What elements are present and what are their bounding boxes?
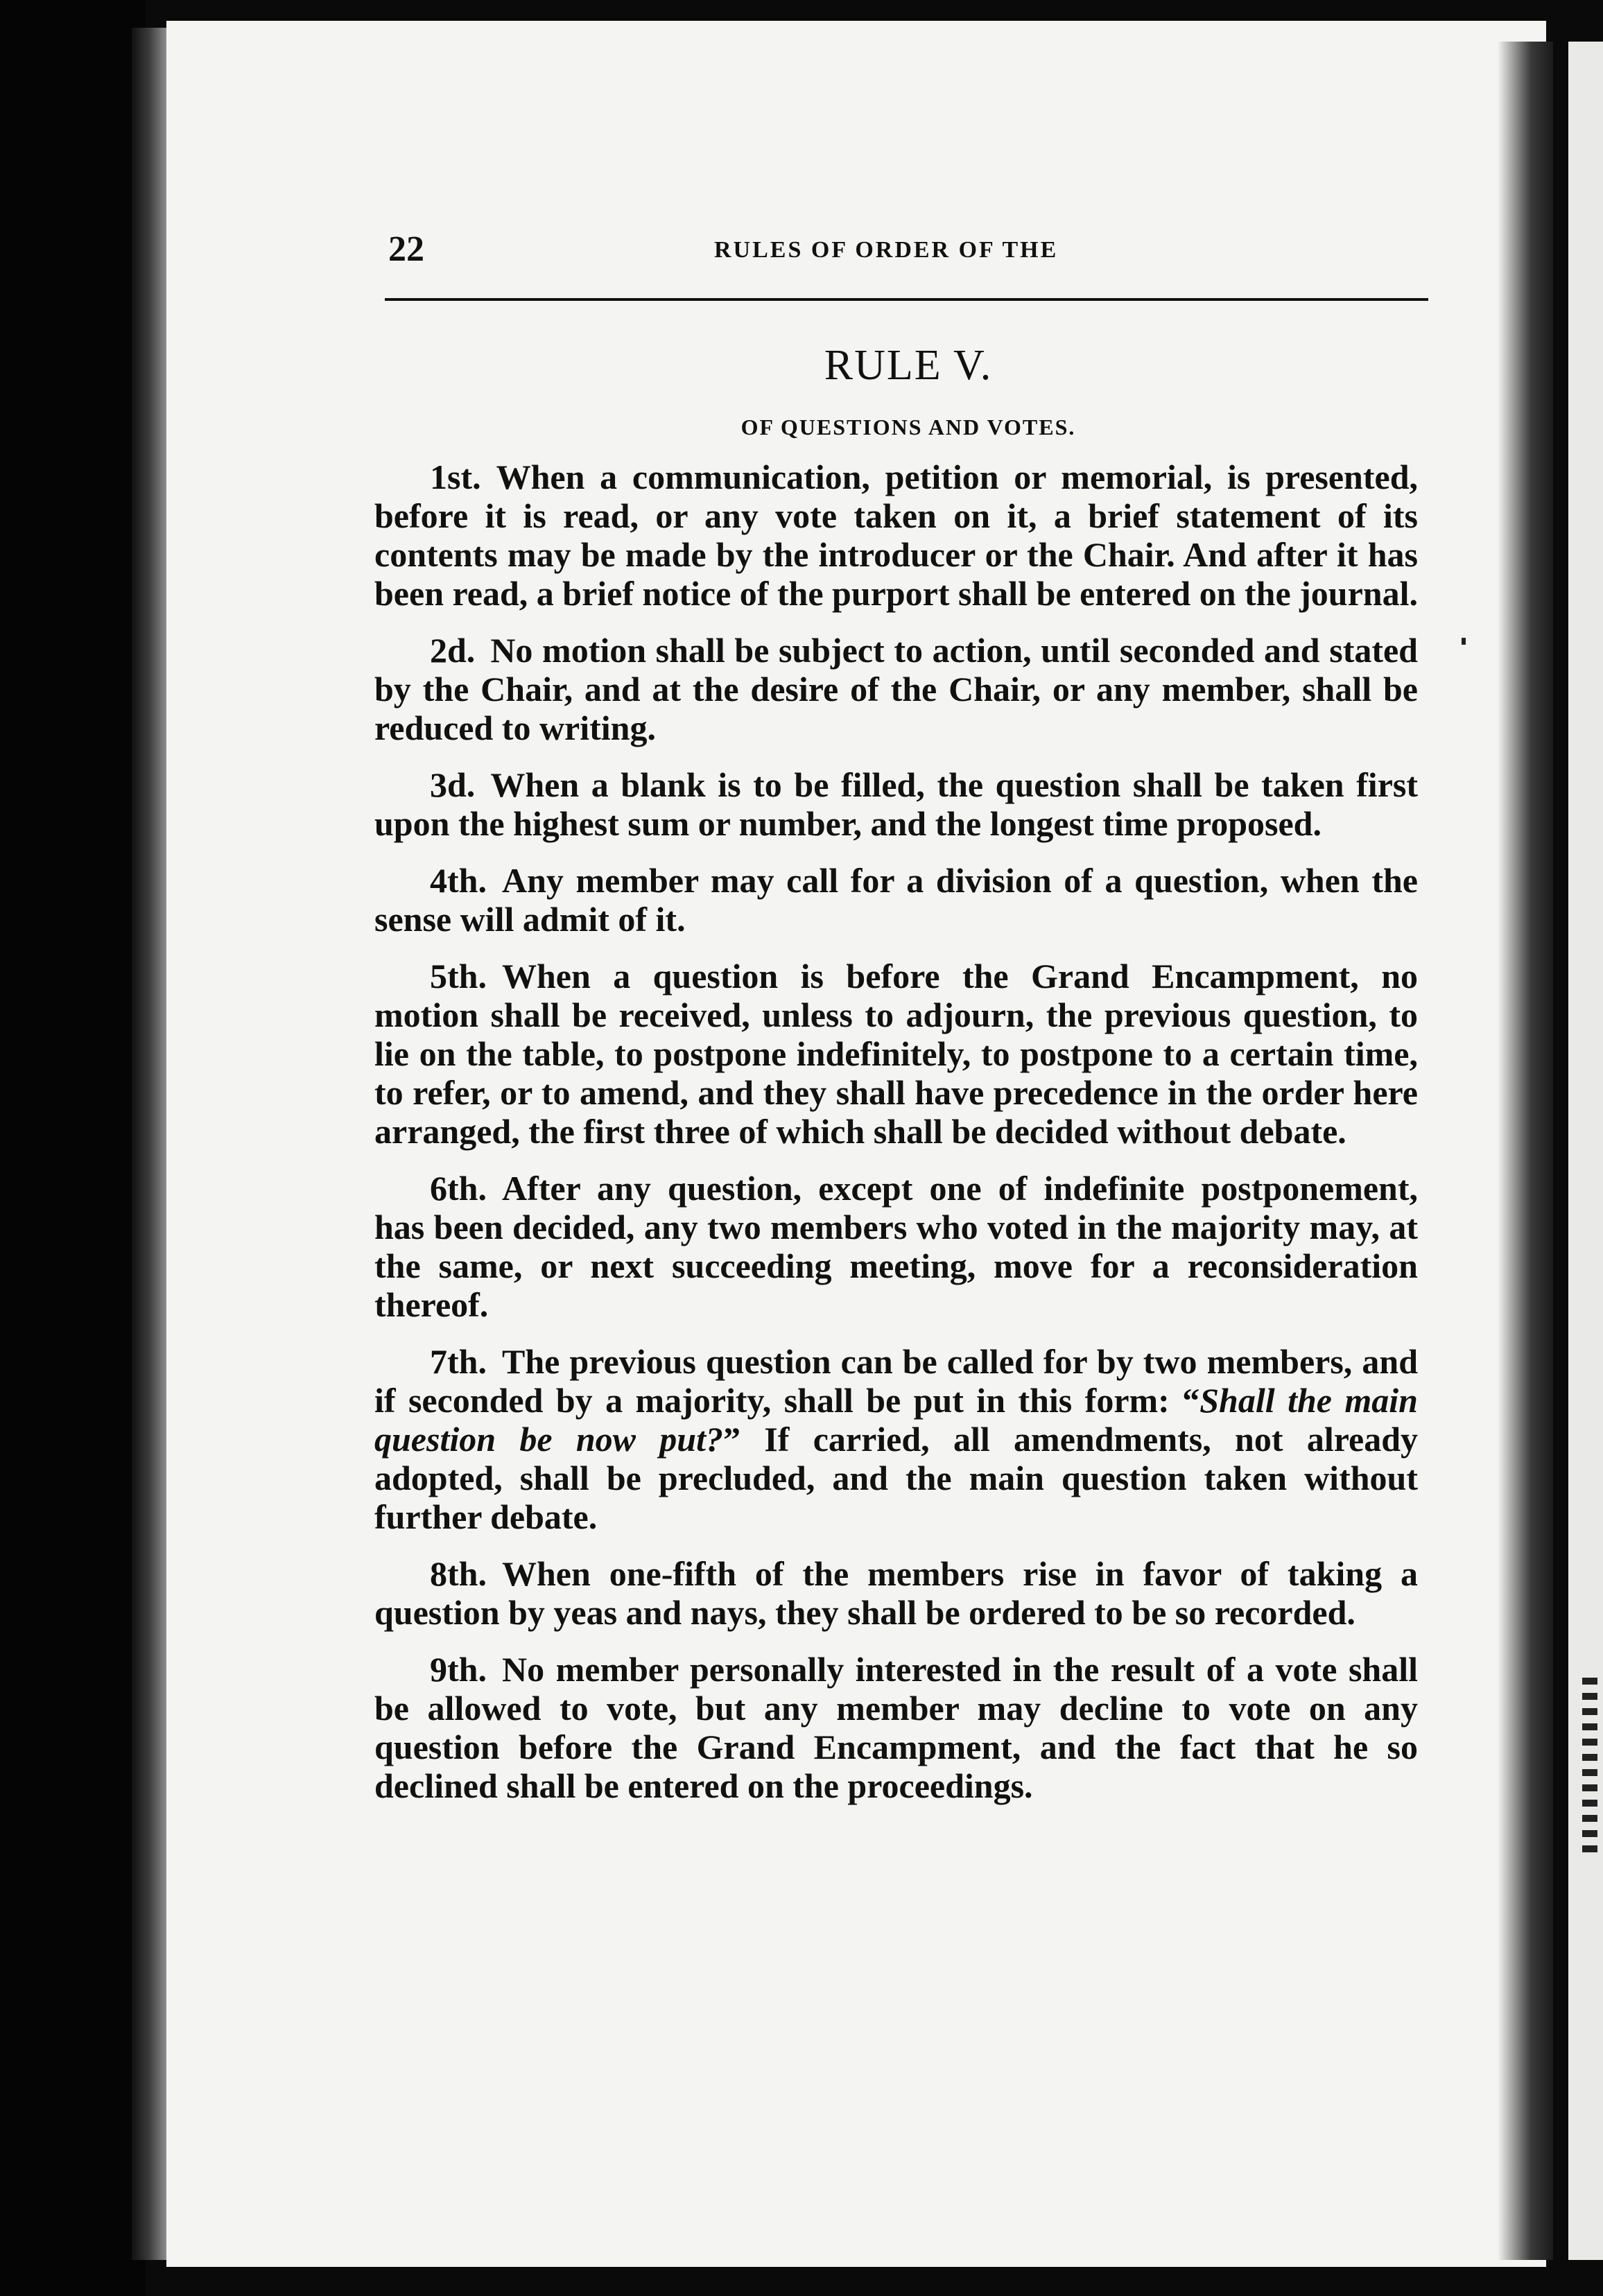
scan-border-left (0, 0, 146, 2296)
paragraph-8 (374, 1554, 1418, 1632)
paragraph-text: When a blank is to be filled, the question shall be taken first upon the highest sum or number, and the longest time proposed. (374, 765, 1418, 843)
running-head: RULES OF ORDER OF THE (714, 237, 1059, 263)
paragraph-3 (374, 765, 1418, 843)
page-fold-shadow (1498, 42, 1553, 2260)
paragraph-text-after: ” If carried, all amendments, not already adopted, shall be precluded, and the main question taken without further debate. (374, 1420, 1418, 1536)
paragraph-text-before: The previous question can be called for by two members, and if seconded by a majority, shall be put in this form: “ (374, 1342, 1418, 1420)
paragraph-text: After any question, except one of indefinite postponement, has been decided, any two members who voted in the majority may, at the same, or next succeeding meeting, move for a reconsideration thereof. (374, 1169, 1418, 1324)
paragraph-5 (374, 957, 1418, 1151)
paragraph-number: 1st. (430, 458, 481, 496)
rule-title: RULE V. (824, 342, 993, 389)
header-rule (385, 298, 1428, 301)
ink-speck (1462, 638, 1466, 645)
paragraph-text: When one-fifth of the members rise in favor of taking a question by yeas and nays, they shall be ordered to be so recorded. (374, 1554, 1418, 1632)
paragraph-text: No member personally interested in the result of a vote shall be allowed to vote, but any member may decline to vote on any question before the Grand Encampment, and the fact that he so declined shall be entered on the proceedings. (374, 1650, 1418, 1805)
paragraph-number: 7th. (430, 1342, 487, 1381)
paragraph-7 (374, 1342, 1418, 1536)
paragraph-number: 9th. (430, 1650, 487, 1689)
quoted-question: Shall the main question be now put? (374, 1381, 1418, 1459)
paragraph-2 (374, 631, 1418, 747)
paragraph-text: When a communication, petition or memorial, is presented, before it is read, or any vote taken on it, a brief statement of its contents may be made by the introducer or the Chair. And after it has been read, a brief notice of the purport shall be entered on the journal. (374, 458, 1419, 613)
paragraph-number: 2d. (430, 631, 476, 670)
paragraph-6 (374, 1169, 1418, 1324)
paragraph-number: 5th. (430, 957, 487, 995)
paragraph-text: Any member may call for a division of a question, when the sense will admit of it. (374, 861, 1418, 939)
paragraph-text: No motion shall be subject to action, until seconded and stated by the Chair, and at the desire of the Chair, or any member, shall be reduced to writing. (374, 631, 1418, 747)
paragraph-number: 3d. (430, 765, 476, 804)
paragraph-number: 4th. (430, 861, 487, 900)
page-header (388, 229, 1428, 270)
page-number: 22 (388, 229, 424, 269)
paragraph-number: 6th. (430, 1169, 487, 1208)
adjacent-page-sliver (1568, 42, 1603, 2260)
paragraph-text: When a question is before the Grand Encampment, no motion shall be received, unless to adjourn, the previous question, to lie on the table, to postpone indefinitely, to postpone to a certain time, to refer, or to amend, and they shall have precedence in the order here arranged, the first three of which shall be decided without debate. (374, 957, 1418, 1151)
adjacent-page-marks (1582, 1678, 1597, 1858)
paragraph-number: 8th. (430, 1554, 487, 1593)
paragraph-4 (374, 861, 1418, 939)
paragraph-1 (374, 458, 1418, 613)
body-text (374, 458, 1418, 1823)
section-subtitle: OF QUESTIONS AND VOTES. (740, 415, 1076, 440)
paragraph-9 (374, 1650, 1418, 1805)
